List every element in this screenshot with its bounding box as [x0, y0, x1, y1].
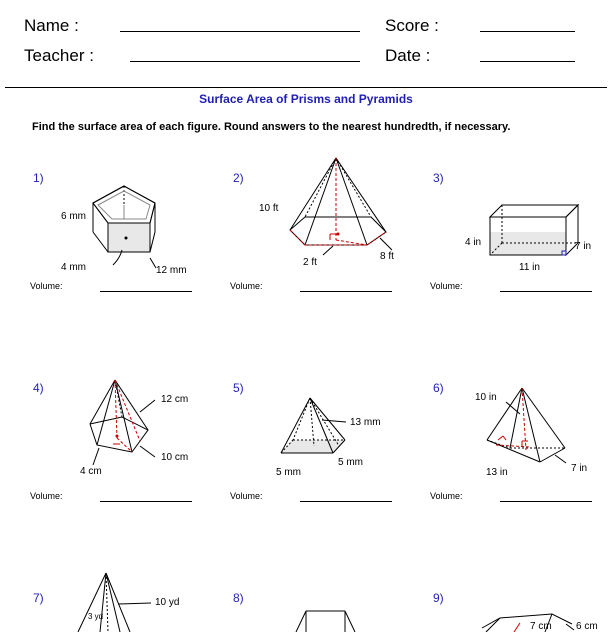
instructions: Find the surface area of each figure. Round answers to the nearest hundredth, if necessary. — [32, 121, 511, 133]
answer-label: Volume: — [230, 491, 263, 501]
answer-label: Volume: — [430, 281, 463, 291]
worksheet-title: Surface Area of Prisms and Pyramids — [199, 92, 413, 106]
dimension-label: 12 cm — [161, 394, 189, 405]
dimension-label: 5 mm — [338, 457, 363, 468]
problem-number: 1) — [33, 171, 44, 185]
answer-label: Volume: — [430, 491, 463, 501]
problem-number: 4) — [33, 381, 44, 395]
dimension-label: 13 in — [486, 467, 508, 478]
dimension-label: 4 in — [465, 237, 482, 248]
dimension-label: 7 in — [575, 241, 592, 252]
dimension-label: 3 yd — [88, 612, 104, 621]
dimension-label: 10 yd — [155, 597, 180, 608]
dimension-label: 8 ft — [380, 251, 394, 262]
dimension-label: 10 in — [475, 392, 497, 403]
dimension-label: 13 mm — [350, 417, 381, 428]
answer-label: Volume: — [30, 491, 63, 501]
dimension-label: 6 mm — [61, 211, 86, 222]
dimension-label: 4 mm — [61, 262, 86, 273]
problem-number: 8) — [233, 591, 244, 605]
dimension-label: 10 ft — [259, 203, 279, 214]
teacher-label: Teacher : — [24, 46, 94, 65]
name-label: Name : — [24, 16, 79, 35]
score-label: Score : — [385, 16, 439, 35]
dimension-label: 10 cm — [161, 452, 189, 463]
dimension-label: 5 mm — [276, 467, 301, 478]
dimension-label: 12 mm — [156, 265, 187, 276]
dimension-label: 11 in — [519, 262, 540, 273]
dimension-label: 7 cm — [530, 621, 552, 632]
dimension-label: 4 cm — [80, 466, 102, 477]
problem-number: 7) — [33, 591, 44, 605]
problem-number: 9) — [433, 591, 444, 605]
problem-number: 6) — [433, 381, 444, 395]
date-label: Date : — [385, 46, 431, 65]
problem-number: 3) — [433, 171, 444, 185]
answer-label: Volume: — [30, 281, 63, 291]
dimension-label: 2 ft — [303, 257, 317, 268]
dimension-label: 7 in — [571, 463, 588, 474]
problem-number: 5) — [233, 381, 244, 395]
dimension-label: 6 cm — [576, 621, 598, 632]
answer-label: Volume: — [230, 281, 263, 291]
problem-number: 2) — [233, 171, 244, 185]
